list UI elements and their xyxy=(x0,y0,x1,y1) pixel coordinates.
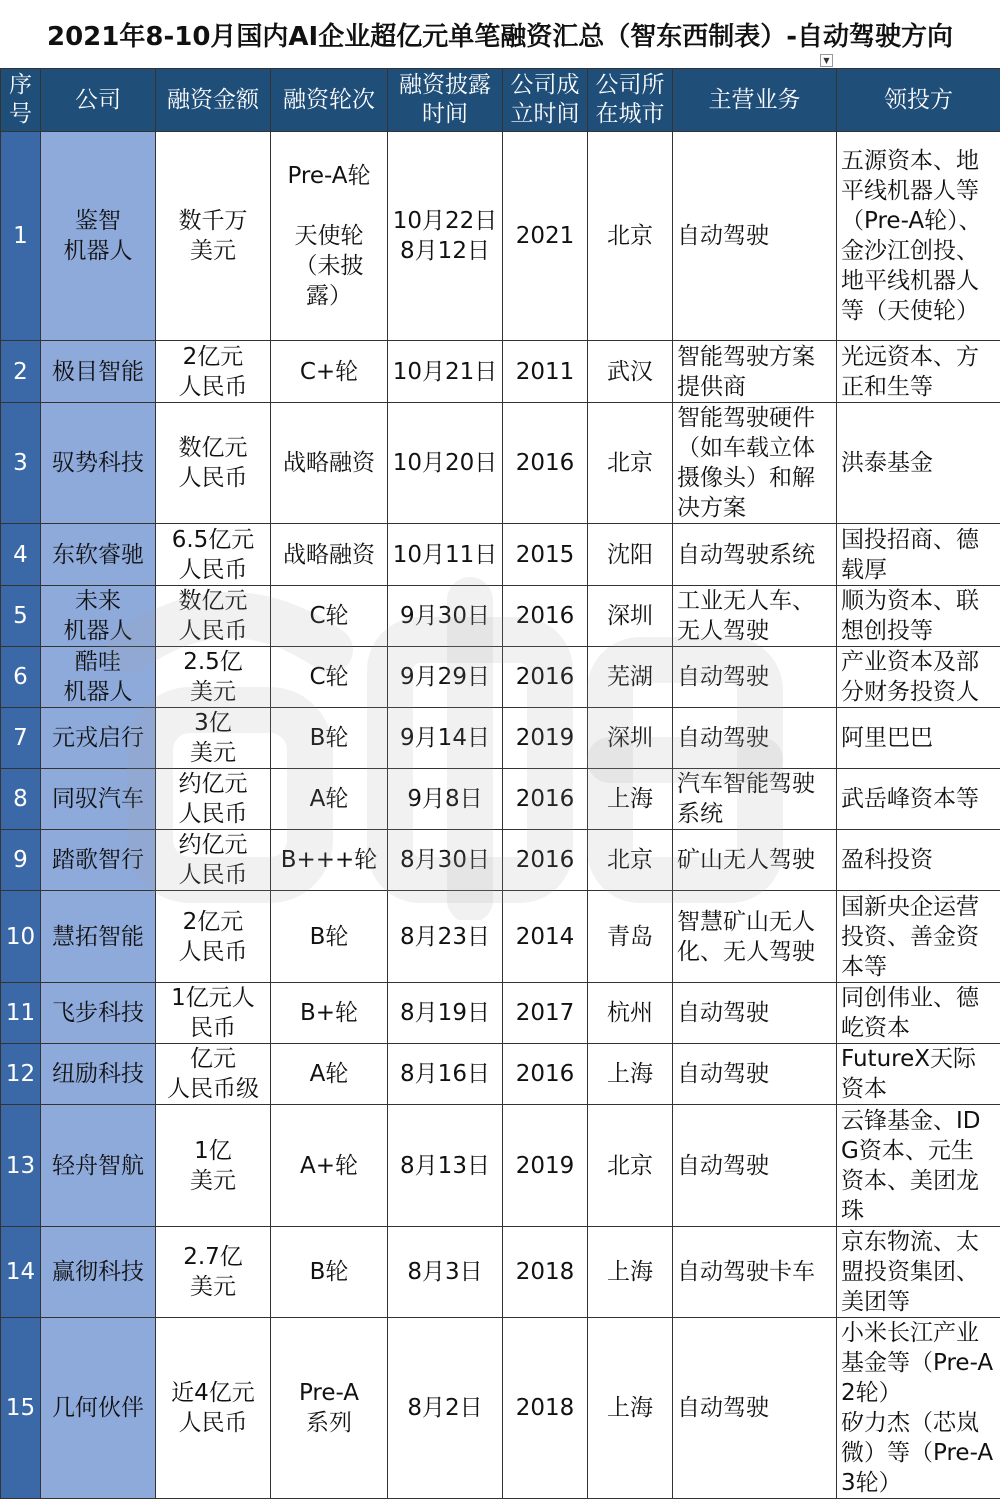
cell-company: 轻舟智航 xyxy=(41,1105,156,1227)
header-company: 公司 xyxy=(41,69,156,132)
cell-date: 8月23日 xyxy=(388,891,503,983)
cell-city: 北京 xyxy=(588,403,673,524)
table-row xyxy=(1,403,1000,524)
table-row xyxy=(1,983,1000,1044)
cell-company: 飞步科技 xyxy=(41,983,156,1044)
cell-city: 北京 xyxy=(588,1105,673,1227)
cell-index: 5 xyxy=(1,586,41,647)
cell-date: 10月22日 8月12日 xyxy=(388,132,503,341)
cell-company: 纽励科技 xyxy=(41,1044,156,1105)
cell-founded: 2016 xyxy=(503,1044,588,1105)
cell-founded: 2018 xyxy=(503,1318,588,1499)
cell-round: C+轮 xyxy=(271,341,388,403)
cell-amount: 数亿元 人民币 xyxy=(156,586,271,647)
cell-round: A轮 xyxy=(271,769,388,830)
cell-investors: 小米长江产业基金等（Pre-A2轮） 矽力杰（芯岚微）等（Pre-A3轮） xyxy=(837,1318,1000,1499)
cell-date: 8月30日 xyxy=(388,830,503,891)
cell-company: 极目智能 xyxy=(41,341,156,403)
cell-date: 10月11日 xyxy=(388,524,503,586)
cell-round: 战略融资 xyxy=(271,524,388,586)
table-row xyxy=(1,524,1000,586)
cell-amount: 亿元 人民币级 xyxy=(156,1044,271,1105)
table-row xyxy=(1,830,1000,891)
cell-business: 自动驾驶 xyxy=(673,1105,837,1227)
cell-round: C轮 xyxy=(271,647,388,708)
cell-round: Pre-A轮 天使轮 （未披 露） xyxy=(271,132,388,341)
cell-city: 上海 xyxy=(588,769,673,830)
cell-business: 自动驾驶 xyxy=(673,708,837,769)
header-date: 融资披露时间 xyxy=(388,69,503,132)
cell-business: 自动驾驶 xyxy=(673,1044,837,1105)
cell-founded: 2015 xyxy=(503,524,588,586)
table-row xyxy=(1,132,1000,341)
cell-investors: 洪泰基金 xyxy=(837,403,1000,524)
cell-investors: 同创伟业、德屹资本 xyxy=(837,983,1000,1044)
cell-investors: 阿里巴巴 xyxy=(837,708,1000,769)
table-row xyxy=(1,708,1000,769)
cell-amount: 约亿元 人民币 xyxy=(156,830,271,891)
header-investors: 领投方 xyxy=(837,69,1000,132)
cell-business: 自动驾驶卡车 xyxy=(673,1227,837,1318)
cell-city: 上海 xyxy=(588,1318,673,1499)
cell-city: 深圳 xyxy=(588,708,673,769)
cell-round: B轮 xyxy=(271,708,388,769)
cell-date: 8月3日 xyxy=(388,1227,503,1318)
cell-date: 9月29日 xyxy=(388,647,503,708)
cell-date: 10月20日 xyxy=(388,403,503,524)
cell-date: 8月2日 xyxy=(388,1318,503,1499)
table-row xyxy=(1,586,1000,647)
cell-founded: 2016 xyxy=(503,586,588,647)
table-row xyxy=(1,647,1000,708)
table-row xyxy=(1,341,1000,403)
cell-company: 未来 机器人 xyxy=(41,586,156,647)
cell-business: 汽车智能驾驶系统 xyxy=(673,769,837,830)
cell-company: 赢彻科技 xyxy=(41,1227,156,1318)
cell-city: 上海 xyxy=(588,1044,673,1105)
cell-company: 几何伙伴 xyxy=(41,1318,156,1499)
cell-business: 智慧矿山无人化、无人驾驶 xyxy=(673,891,837,983)
cell-city: 北京 xyxy=(588,132,673,341)
table-row xyxy=(1,1105,1000,1227)
cell-company: 慧拓智能 xyxy=(41,891,156,983)
cell-index: 10 xyxy=(1,891,41,983)
header-founded: 公司成立时间 xyxy=(503,69,588,132)
cell-index: 7 xyxy=(1,708,41,769)
table-row xyxy=(1,1227,1000,1318)
cell-city: 青岛 xyxy=(588,891,673,983)
cell-round: B轮 xyxy=(271,1227,388,1318)
cell-amount: 2.7亿 美元 xyxy=(156,1227,271,1318)
cell-business: 智能驾驶方案提供商 xyxy=(673,341,837,403)
cell-founded: 2016 xyxy=(503,830,588,891)
cell-date: 9月30日 xyxy=(388,586,503,647)
cell-amount: 约亿元 人民币 xyxy=(156,769,271,830)
cell-business: 自动驾驶 xyxy=(673,1318,837,1499)
cell-round: C轮 xyxy=(271,586,388,647)
cell-city: 芜湖 xyxy=(588,647,673,708)
cell-business: 自动驾驶 xyxy=(673,647,837,708)
funding-table xyxy=(0,68,1000,1499)
header-city: 公司所在城市 xyxy=(588,69,673,132)
cell-index: 3 xyxy=(1,403,41,524)
cell-index: 14 xyxy=(1,1227,41,1318)
table-header-row xyxy=(1,69,1000,132)
cell-date: 9月14日 xyxy=(388,708,503,769)
cell-round: B+++轮 xyxy=(271,830,388,891)
cell-founded: 2011 xyxy=(503,341,588,403)
header-business: 主营业务 xyxy=(673,69,837,132)
filter-icon[interactable]: ▼ xyxy=(820,54,833,67)
cell-business: 自动驾驶系统 xyxy=(673,524,837,586)
cell-index: 4 xyxy=(1,524,41,586)
header-round: 融资轮次 xyxy=(271,69,388,132)
cell-index: 13 xyxy=(1,1105,41,1227)
cell-business: 矿山无人驾驶 xyxy=(673,830,837,891)
cell-amount: 1亿 美元 xyxy=(156,1105,271,1227)
cell-date: 8月19日 xyxy=(388,983,503,1044)
table-row xyxy=(1,1044,1000,1105)
table-row xyxy=(1,891,1000,983)
cell-investors: 国投招商、德载厚 xyxy=(837,524,1000,586)
cell-city: 上海 xyxy=(588,1227,673,1318)
cell-amount: 2亿元 人民币 xyxy=(156,891,271,983)
cell-round: Pre-A 系列 xyxy=(271,1318,388,1499)
cell-date: 8月13日 xyxy=(388,1105,503,1227)
cell-index: 6 xyxy=(1,647,41,708)
cell-founded: 2016 xyxy=(503,647,588,708)
header-index: 序号 xyxy=(1,69,41,132)
cell-business: 智能驾驶硬件（如车载立体摄像头）和解决方案 xyxy=(673,403,837,524)
cell-founded: 2021 xyxy=(503,132,588,341)
cell-round: B+轮 xyxy=(271,983,388,1044)
cell-index: 1 xyxy=(1,132,41,341)
cell-city: 北京 xyxy=(588,830,673,891)
cell-amount: 近4亿元 人民币 xyxy=(156,1318,271,1499)
cell-round: A轮 xyxy=(271,1044,388,1105)
cell-investors: 光远资本、方正和生等 xyxy=(837,341,1000,403)
cell-founded: 2014 xyxy=(503,891,588,983)
cell-index: 8 xyxy=(1,769,41,830)
cell-founded: 2018 xyxy=(503,1227,588,1318)
cell-date: 10月21日 xyxy=(388,341,503,403)
page-title: 2021年8-10月国内AI企业超亿元单笔融资汇总（智东西制表）-自动驾驶方向 xyxy=(0,0,1000,68)
cell-investors: 云锋基金、IDG资本、元生资本、美团龙珠 xyxy=(837,1105,1000,1227)
cell-date: 8月16日 xyxy=(388,1044,503,1105)
cell-founded: 2019 xyxy=(503,1105,588,1227)
cell-founded: 2019 xyxy=(503,708,588,769)
cell-company: 东软睿驰 xyxy=(41,524,156,586)
cell-investors: 京东物流、太盟投资集团、美团等 xyxy=(837,1227,1000,1318)
cell-company: 元戎启行 xyxy=(41,708,156,769)
cell-company: 同驭汽车 xyxy=(41,769,156,830)
cell-company: 驭势科技 xyxy=(41,403,156,524)
cell-round: B轮 xyxy=(271,891,388,983)
cell-round: A+轮 xyxy=(271,1105,388,1227)
cell-amount: 3亿 美元 xyxy=(156,708,271,769)
cell-amount: 6.5亿元 人民币 xyxy=(156,524,271,586)
cell-investors: 武岳峰资本等 xyxy=(837,769,1000,830)
cell-amount: 1亿元人 民币 xyxy=(156,983,271,1044)
cell-amount: 2.5亿 美元 xyxy=(156,647,271,708)
cell-investors: 国新央企运营投资、善金资本等 xyxy=(837,891,1000,983)
cell-business: 工业无人车、无人驾驶 xyxy=(673,586,837,647)
cell-company: 酷哇 机器人 xyxy=(41,647,156,708)
cell-founded: 2016 xyxy=(503,769,588,830)
cell-amount: 数千万 美元 xyxy=(156,132,271,341)
cell-investors: 盈科投资 xyxy=(837,830,1000,891)
cell-company: 鉴智 机器人 xyxy=(41,132,156,341)
cell-index: 12 xyxy=(1,1044,41,1105)
cell-investors: 五源资本、地平线机器人等（Pre-A轮）、金沙江创投、地平线机器人等（天使轮） xyxy=(837,132,1000,341)
cell-city: 深圳 xyxy=(588,586,673,647)
cell-investors: 顺为资本、联想创投等 xyxy=(837,586,1000,647)
cell-city: 沈阳 xyxy=(588,524,673,586)
cell-founded: 2017 xyxy=(503,983,588,1044)
cell-company: 踏歌智行 xyxy=(41,830,156,891)
cell-investors: 产业资本及部分财务投资人 xyxy=(837,647,1000,708)
table-row xyxy=(1,769,1000,830)
cell-city: 杭州 xyxy=(588,983,673,1044)
cell-round: 战略融资 xyxy=(271,403,388,524)
cell-index: 11 xyxy=(1,983,41,1044)
table-row xyxy=(1,1318,1000,1499)
cell-founded: 2016 xyxy=(503,403,588,524)
cell-city: 武汉 xyxy=(588,341,673,403)
cell-date: 9月8日 xyxy=(388,769,503,830)
cell-index: 2 xyxy=(1,341,41,403)
cell-amount: 2亿元 人民币 xyxy=(156,341,271,403)
cell-index: 15 xyxy=(1,1318,41,1499)
cell-index: 9 xyxy=(1,830,41,891)
cell-amount: 数亿元 人民币 xyxy=(156,403,271,524)
cell-business: 自动驾驶 xyxy=(673,132,837,341)
cell-business: 自动驾驶 xyxy=(673,983,837,1044)
cell-investors: FutureX天际资本 xyxy=(837,1044,1000,1105)
header-amount: 融资金额 xyxy=(156,69,271,132)
